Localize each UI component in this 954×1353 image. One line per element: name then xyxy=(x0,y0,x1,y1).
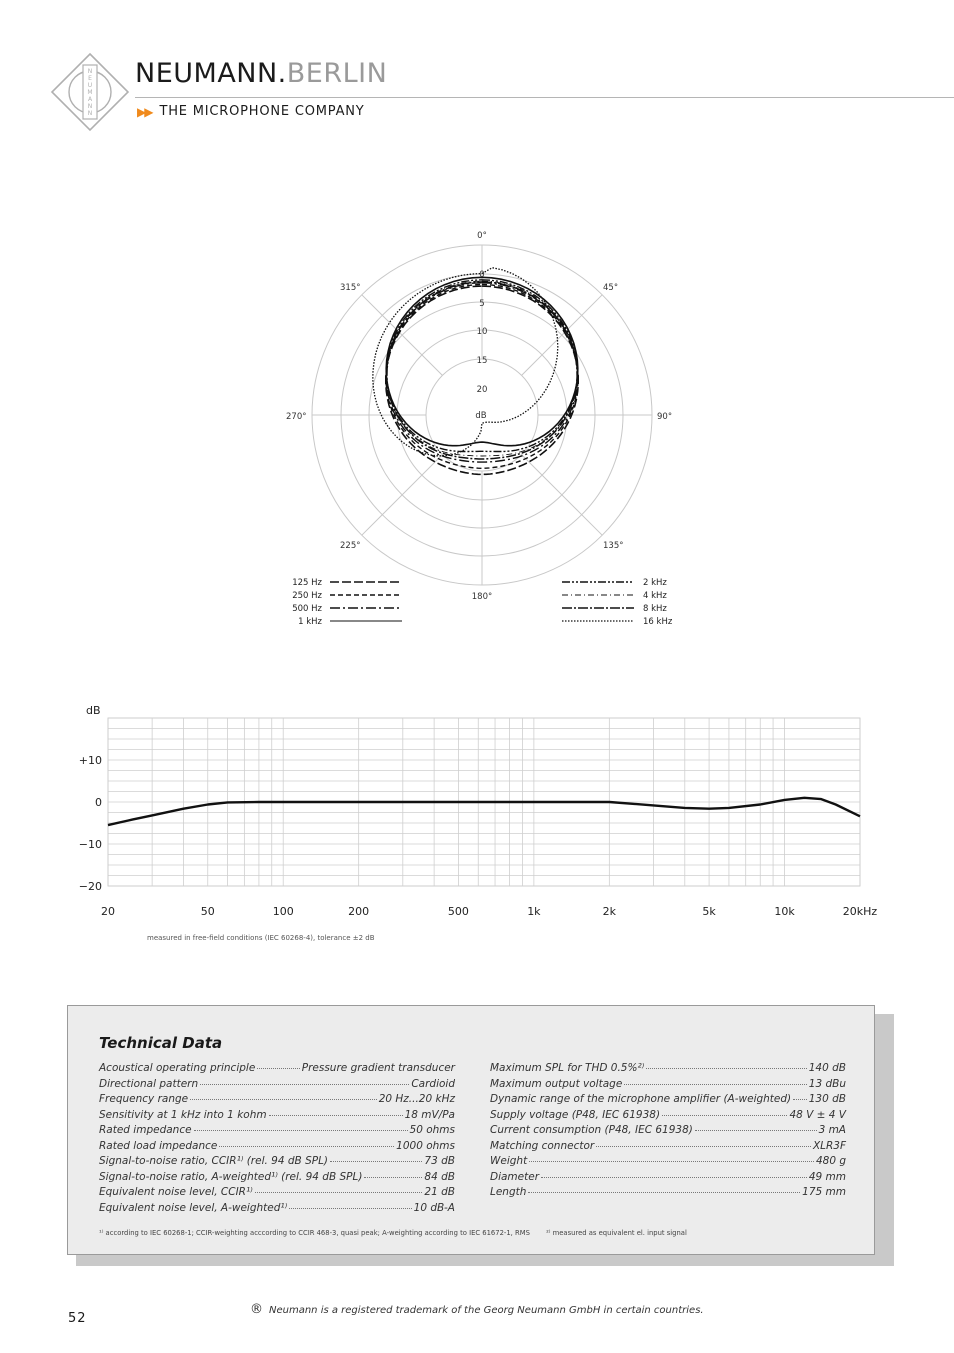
spec-label: Weight xyxy=(490,1155,528,1167)
dot-leader xyxy=(541,1177,807,1178)
brand-wordmark xyxy=(135,58,387,89)
spec-label: Current consumption (P48, IEC 61938) xyxy=(490,1124,693,1136)
dot-leader xyxy=(257,1068,299,1069)
spec-row xyxy=(99,1109,455,1125)
tagline-text: THE MICROPHONE COMPANY xyxy=(159,104,365,119)
legend-16khz-label: 16 kHz xyxy=(643,617,673,627)
spec-label: Equivalent noise level, CCIR¹⁾ xyxy=(99,1186,253,1198)
spec-value: 480 g xyxy=(815,1155,846,1167)
spec-label: Directional pattern xyxy=(99,1077,199,1090)
double-arrow-icon: ▶▶ xyxy=(137,104,152,119)
legend-4khz-label: 4 kHz xyxy=(643,591,667,601)
dot-leader xyxy=(793,1099,807,1100)
spec-label: Sensitivity at 1 kHz into 1 kohm xyxy=(99,1108,267,1121)
neumann-diamond-logo-icon xyxy=(50,52,130,132)
spec-value: 1000 ohms xyxy=(396,1139,455,1152)
brand-secondary: BERLIN xyxy=(286,58,388,89)
spec-value: 21 dB xyxy=(424,1186,455,1198)
spec-label: Rated load impedance xyxy=(99,1139,218,1152)
spec-value: 50 ohms xyxy=(409,1124,455,1136)
y-tick-label: −10 xyxy=(78,838,102,851)
spec-row xyxy=(490,1155,846,1171)
spec-value: 13 dBu xyxy=(808,1077,846,1090)
spec-value: 140 dB xyxy=(808,1062,846,1074)
x-tick-label: 200 xyxy=(348,905,370,918)
footnote-2: ²⁾ measured as equivalent el. input signal xyxy=(546,1229,687,1237)
spec-row xyxy=(99,1062,455,1078)
spec-row xyxy=(490,1062,846,1078)
dot-leader xyxy=(364,1177,422,1178)
spec-row xyxy=(490,1171,846,1187)
spec-row xyxy=(99,1155,455,1171)
svg-text:N: N xyxy=(87,110,93,117)
spec-row xyxy=(490,1186,846,1202)
spec-label: Matching connector xyxy=(490,1139,595,1152)
ring-label-15: 15 xyxy=(476,356,488,366)
x-tick-label: 100 xyxy=(272,905,294,918)
svg-text:A: A xyxy=(87,96,93,103)
trademark-notice xyxy=(250,1302,704,1317)
ring-label-0: 0 xyxy=(479,270,485,280)
spec-row xyxy=(99,1140,455,1156)
measurement-note: measured in free-field conditions (IEC 60268-4), tolerance ±2 dB xyxy=(147,934,375,942)
y-tick-label: +10 xyxy=(78,754,102,767)
angle-label-0: 0° xyxy=(477,231,487,241)
spec-label: Maximum output voltage xyxy=(490,1077,623,1090)
spec-row xyxy=(490,1078,846,1094)
spec-row xyxy=(99,1078,455,1094)
svg-text:M: M xyxy=(87,89,93,96)
dot-leader xyxy=(200,1084,409,1085)
dot-leader xyxy=(624,1084,806,1085)
polar-pattern-chart xyxy=(270,225,690,635)
spec-label: Signal-to-noise ratio, CCIR¹⁾ (rel. 94 dB SPL) xyxy=(99,1155,329,1167)
angle-label-315: 315° xyxy=(340,283,361,293)
spec-value: 73 dB xyxy=(424,1155,455,1167)
footnotes xyxy=(99,1229,701,1237)
spec-value: 3 mA xyxy=(818,1124,846,1136)
spec-row xyxy=(99,1186,455,1202)
x-tick-label: 2k xyxy=(602,905,617,918)
spec-value: 48 V ± 4 V xyxy=(789,1108,846,1121)
spec-value: 175 mm xyxy=(802,1186,846,1198)
dot-leader xyxy=(529,1161,814,1162)
spec-value: 49 mm xyxy=(808,1170,846,1183)
x-tick-label: 20 xyxy=(101,905,115,918)
spec-column-left xyxy=(99,1062,455,1217)
spec-value: Cardioid xyxy=(411,1077,455,1090)
spec-label: Rated impedance xyxy=(99,1124,192,1136)
header-rule xyxy=(135,97,954,98)
polar-spoke-5 xyxy=(362,455,443,536)
spec-row xyxy=(99,1202,455,1218)
spec-label: Equivalent noise level, A-weighted¹⁾ xyxy=(99,1201,288,1214)
x-tick-label: 10k xyxy=(774,905,795,918)
dot-leader xyxy=(269,1115,403,1116)
dot-leader xyxy=(330,1161,422,1162)
x-tick-label: 5k xyxy=(702,905,716,918)
spec-value: Pressure gradient transducer xyxy=(301,1062,455,1074)
svg-text:N: N xyxy=(87,68,93,75)
spec-row xyxy=(490,1109,846,1125)
spec-column-right xyxy=(490,1062,846,1202)
legend-1khz-label: 1 kHz xyxy=(298,617,322,627)
trademark-text: Neumann is a registered trademark of the Georg Neumann GmbH in certain countries. xyxy=(269,1305,704,1316)
page-number: 52 xyxy=(68,1311,87,1326)
ring-label-db: dB xyxy=(475,411,487,421)
spec-row xyxy=(99,1093,455,1109)
legend-8khz-label: 8 kHz xyxy=(643,604,667,614)
ring-label-10: 10 xyxy=(476,327,488,337)
brand-primary: NEUMANN. xyxy=(135,58,287,89)
spec-row xyxy=(99,1171,455,1187)
angle-label-225: 225° xyxy=(340,541,361,551)
y-tick-labels xyxy=(79,754,102,893)
registered-icon: ® xyxy=(250,1302,263,1317)
legend-125hz-label: 125 Hz xyxy=(292,578,322,588)
spec-value: XLR3F xyxy=(812,1139,846,1152)
svg-text:E: E xyxy=(88,75,92,82)
dot-leader xyxy=(194,1130,408,1131)
dot-leader xyxy=(255,1192,423,1193)
dot-leader xyxy=(596,1146,811,1147)
spec-label: Acoustical operating principle xyxy=(99,1062,256,1074)
footnote-1: ¹⁾ according to IEC 60268-1; CCIR-weighting acccording to CCIR 468-3, quasi peak; A-weighting according to IEC 61672-1, RMS xyxy=(99,1229,530,1237)
spec-row xyxy=(490,1140,846,1156)
x-tick-label: 50 xyxy=(200,905,215,918)
spec-row xyxy=(490,1124,846,1140)
spec-label: Length xyxy=(490,1186,527,1198)
dot-leader xyxy=(695,1130,817,1131)
angle-label-45: 45° xyxy=(603,283,619,293)
spec-row xyxy=(490,1093,846,1109)
spec-label: Signal-to-noise ratio, A-weighted¹⁾ (rel. 94 dB SPL) xyxy=(99,1170,363,1183)
spec-value: 18 mV/Pa xyxy=(404,1108,455,1121)
spec-value: 130 dB xyxy=(808,1093,846,1105)
y-tick-label: −20 xyxy=(78,880,102,893)
dot-leader xyxy=(289,1208,411,1209)
dot-leader xyxy=(219,1146,394,1147)
technical-data-title: Technical Data xyxy=(99,1034,223,1052)
x-tick-label: 1k xyxy=(527,905,541,918)
angle-label-180: 180° xyxy=(471,592,493,602)
dot-leader xyxy=(528,1192,800,1193)
spec-label: Diameter xyxy=(490,1170,540,1183)
spec-label: Frequency range xyxy=(99,1093,189,1105)
spec-value: 84 dB xyxy=(424,1170,455,1183)
x-tick-labels xyxy=(101,905,877,918)
y-tick-label: 0 xyxy=(95,796,102,809)
angle-label-270: 270° xyxy=(286,412,307,422)
spec-label: Maximum SPL for THD 0.5%²⁾ xyxy=(490,1062,645,1074)
polar-spoke-3 xyxy=(522,455,603,536)
spec-label: Supply voltage (P48, IEC 61938) xyxy=(490,1108,661,1121)
tagline xyxy=(137,104,365,119)
legend-250hz-label: 250 Hz xyxy=(292,591,322,601)
ring-label-20: 20 xyxy=(476,385,488,395)
polar-curves xyxy=(373,268,578,475)
dot-leader xyxy=(190,1099,377,1100)
angle-label-90: 90° xyxy=(657,412,673,422)
spec-value: 10 dB-A xyxy=(413,1201,455,1214)
spec-row xyxy=(99,1124,455,1140)
legend-2khz-label: 2 kHz xyxy=(643,578,667,588)
technical-data-panel xyxy=(67,1005,875,1255)
legend-500hz-label: 500 Hz xyxy=(292,604,322,614)
freq-ylabel: dB xyxy=(86,704,101,717)
svg-text:N: N xyxy=(87,103,93,110)
dot-leader xyxy=(662,1115,787,1116)
dot-leader xyxy=(646,1068,807,1069)
x-tick-label: 500 xyxy=(447,905,469,918)
angle-label-135: 135° xyxy=(603,541,624,551)
x-tick-label: 20kHz xyxy=(842,905,878,918)
spec-value: 20 Hz...20 kHz xyxy=(378,1093,455,1105)
ring-label-5: 5 xyxy=(479,299,485,309)
svg-text:U: U xyxy=(87,82,93,89)
frequency-response-chart xyxy=(70,700,900,925)
spec-label: Dynamic range of the microphone amplifier (A-weighted) xyxy=(490,1093,792,1105)
polar-spoke-1 xyxy=(522,295,603,376)
